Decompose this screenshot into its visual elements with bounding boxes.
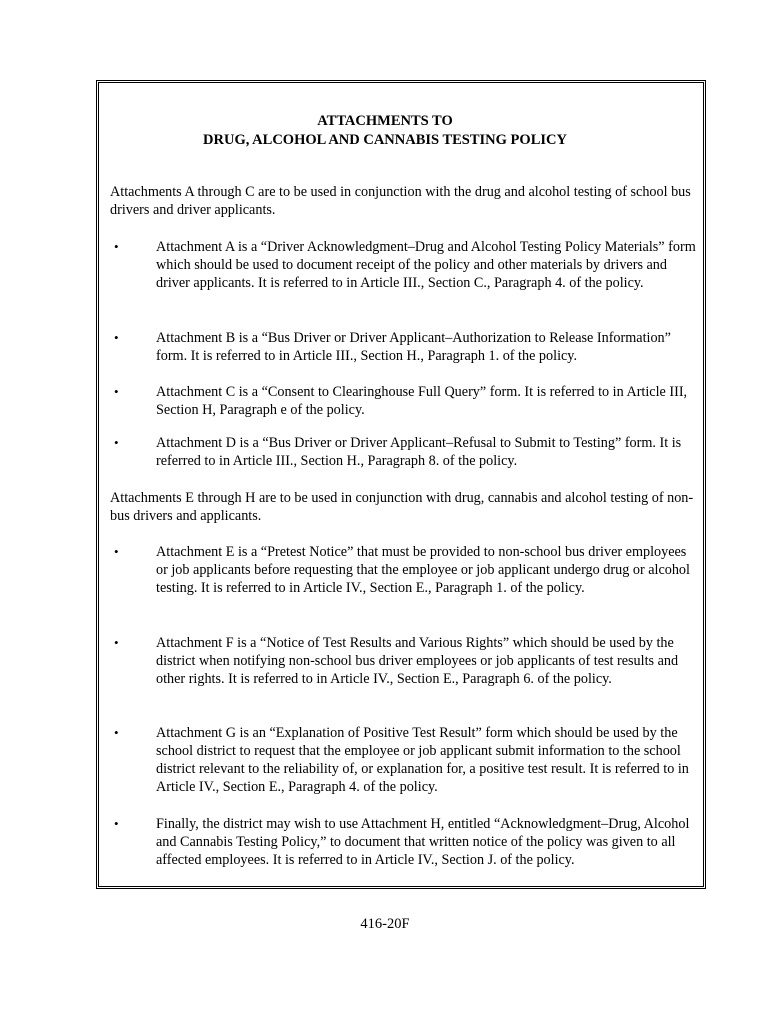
list-item-attachment-f	[110, 634, 700, 688]
bullet-icon: •	[114, 635, 119, 650]
page-footer: 416-20F	[360, 916, 410, 932]
title-line-2: DRUG, ALCOHOL AND CANNABIS TESTING POLICY	[203, 132, 567, 148]
list-item-text: Attachment G is an “Explanation of Positive Test Result” form which should be used by the school district to request that the employee or job applicant submit information to the school district relevant to the reliability of, or explanation for, a positive test result. It is referred to in Article IV., Section E., Paragraph 4. of the policy.	[156, 725, 689, 795]
bullet-icon: •	[114, 435, 119, 450]
list-item-attachment-a	[110, 238, 700, 292]
bullet-icon: •	[114, 816, 119, 831]
bullet-icon: •	[114, 725, 119, 740]
list-item-text: Attachment D is a “Bus Driver or Driver Applicant–Refusal to Submit to Testing” form. It is referred to in Article III., Section H., Paragraph 8. of the policy.	[156, 435, 682, 469]
intro-paragraph-e-h: Attachments E through H are to be used in conjunction with drug, cannabis and alcohol testing of non-bus drivers and applicants.	[110, 490, 694, 524]
list-item-text: Attachment F is a “Notice of Test Results and Various Rights” which should be used by the district when notifying non-school bus driver employees or job applicants of test results and other rights. It is referred to in Article IV., Section E., Paragraph 6. of the policy.	[156, 635, 679, 687]
list-item-text: Finally, the district may wish to use Attachment H, entitled “Acknowledgment–Drug, Alcohol and Cannabis Testing Policy,” to document that written notice of the policy was given to all affected employees. It is referred to in Article IV., Section J. of the policy.	[156, 816, 690, 868]
list-item-attachment-e	[110, 543, 700, 597]
intro-paragraph-a-c: Attachments A through C are to be used in conjunction with the drug and alcohol testing of school bus drivers and driver applicants.	[110, 184, 691, 218]
list-item-attachment-c	[110, 383, 700, 419]
title-line-1: ATTACHMENTS TO	[317, 113, 453, 129]
document-title	[0, 112, 770, 150]
list-item-attachment-d	[110, 434, 700, 470]
list-item-text: Attachment B is a “Bus Driver or Driver Applicant–Authorization to Release Information” form. It is referred to in Article III., Section H., Paragraph 1. of the policy.	[156, 330, 671, 364]
list-item-attachment-g	[110, 724, 700, 796]
list-item-text: Attachment C is a “Consent to Clearinghouse Full Query” form. It is referred to in Article III, Section H, Paragraph e of the policy.	[156, 384, 688, 418]
list-item-attachment-h	[110, 815, 700, 869]
list-item-text: Attachment E is a “Pretest Notice” that must be provided to non-school bus driver employees or job applicants before requesting that the employee or job applicant undergo drug or alcohol testing. It is referred to in Article IV., Section E., Paragraph 1. of the policy.	[156, 544, 690, 596]
list-item-attachment-b	[110, 329, 700, 365]
bullet-icon: •	[114, 239, 119, 254]
list-item-text: Attachment A is a “Driver Acknowledgment–Drug and Alcohol Testing Policy Materials” form which should be used to document receipt of the policy and other materials by drivers and driver applicants. It is referred to in Article III., Section C., Paragraph 4. of the policy.	[156, 239, 696, 291]
bullet-icon: •	[114, 544, 119, 559]
bullet-icon: •	[114, 384, 119, 399]
bullet-icon: •	[114, 330, 119, 345]
